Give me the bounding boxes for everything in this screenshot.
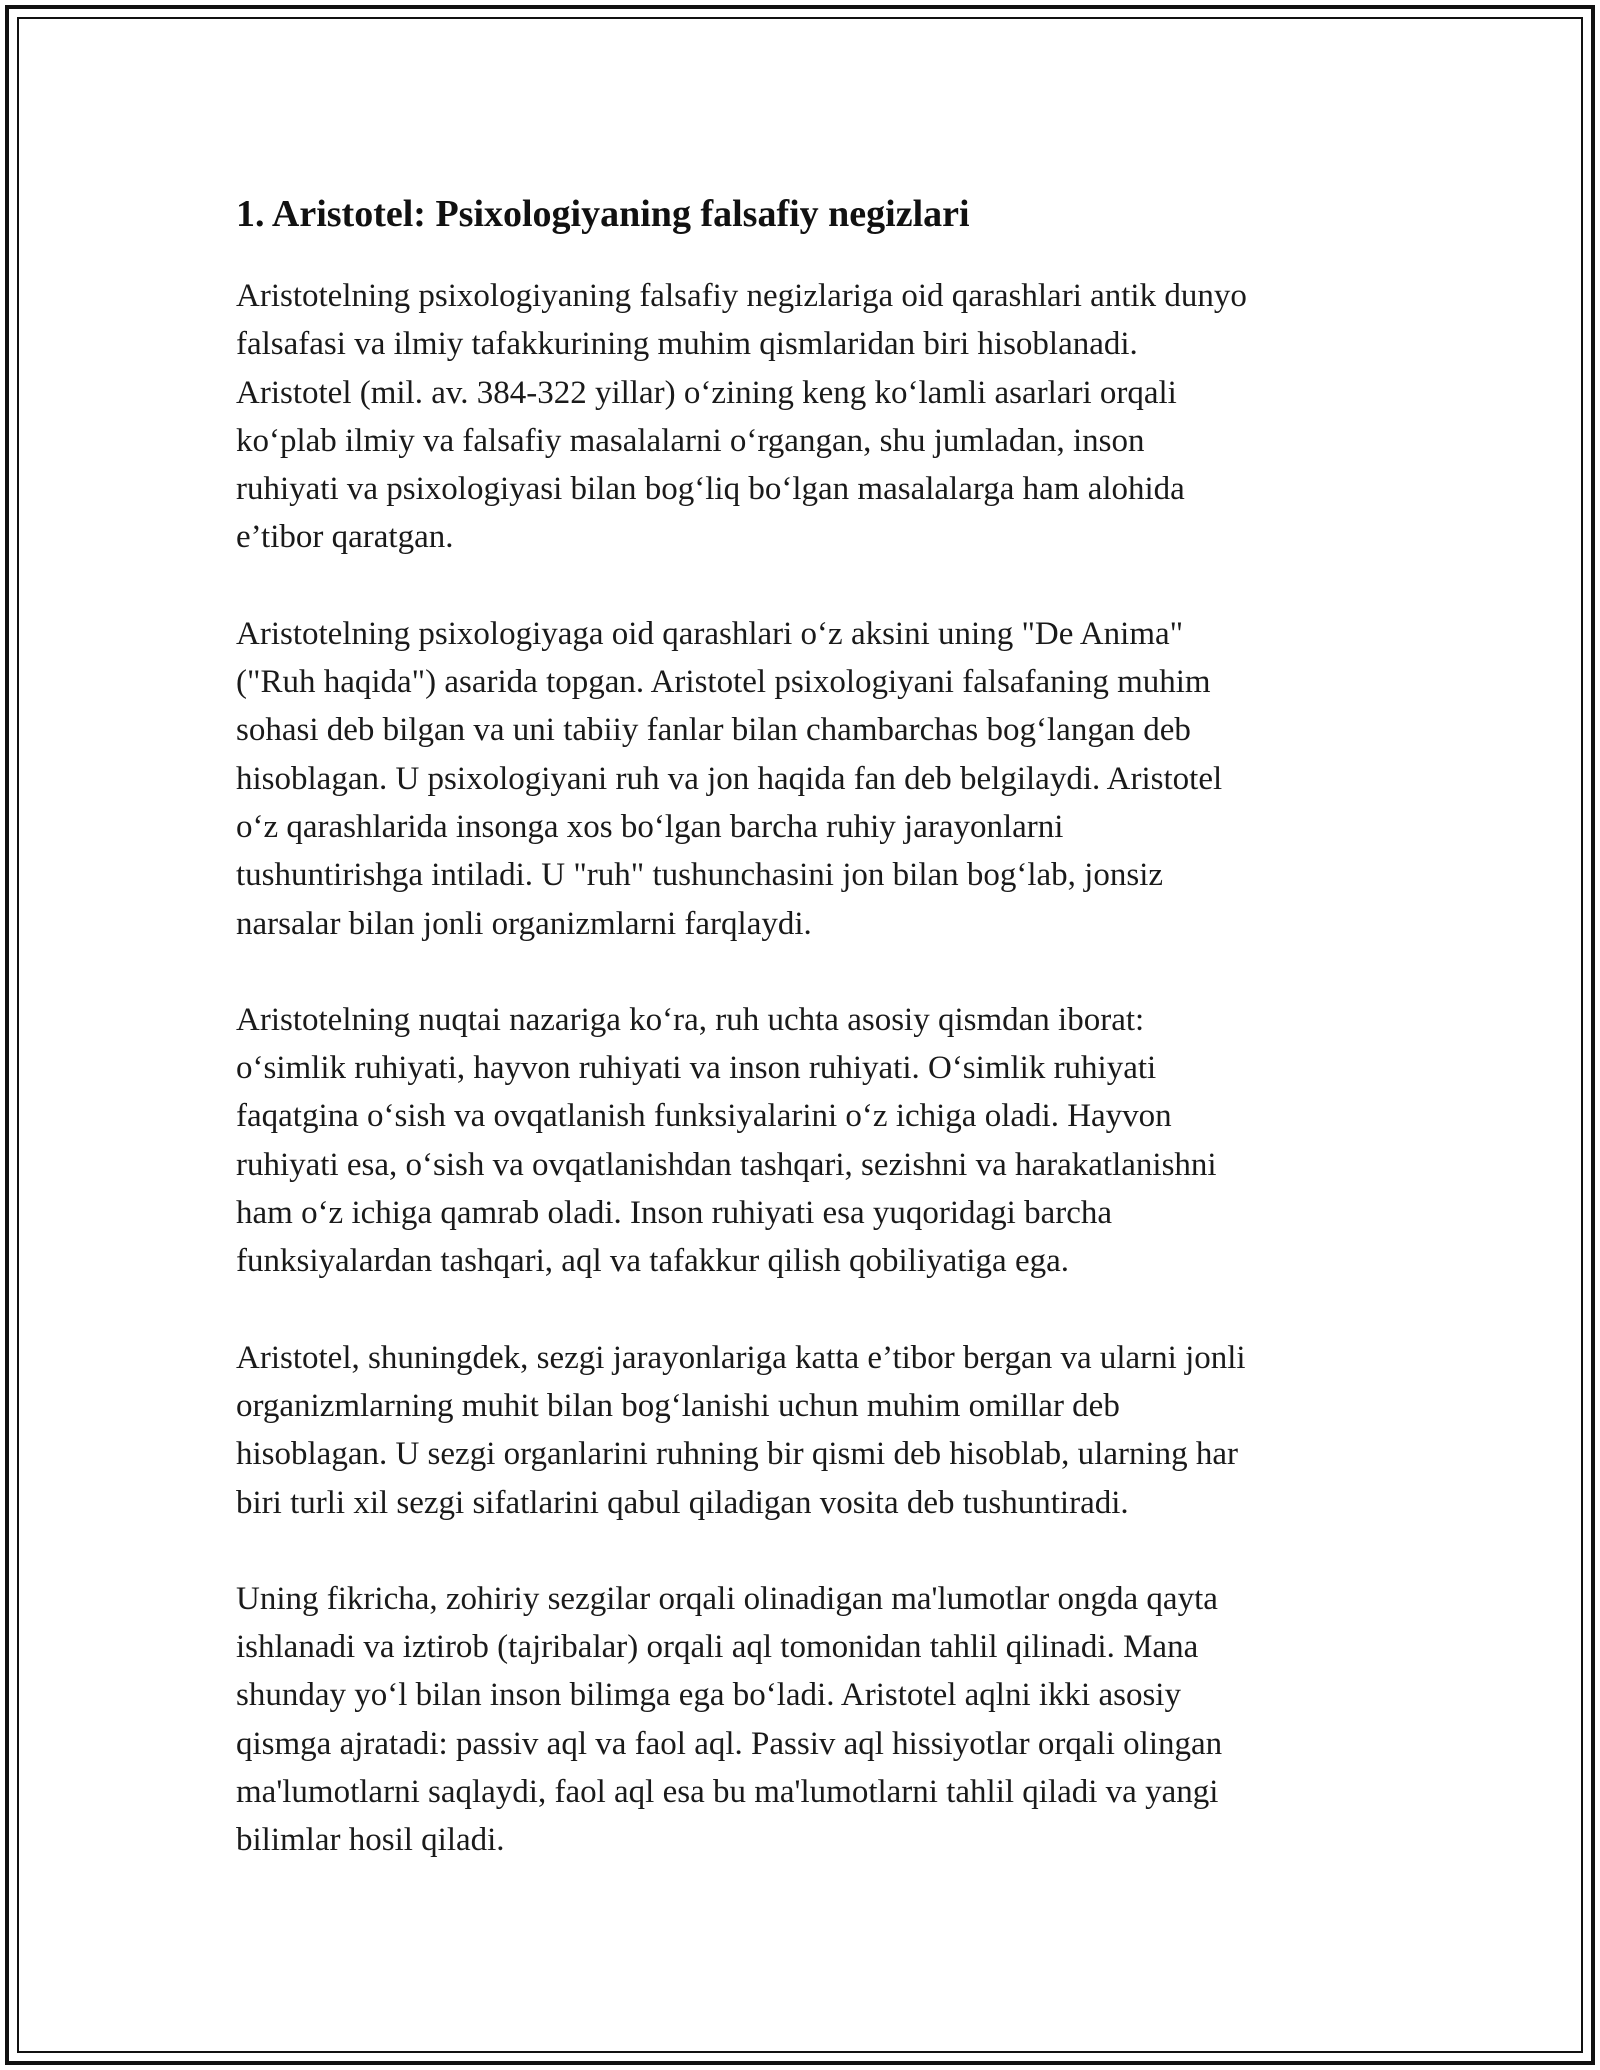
paragraph-3: Aristotelning nuqtai nazariga ko‘ra, ruh uchta asosiy qismdan iborat: o‘simlik ruhiyati, hayvon ruhiyati va inson ruhiyati. O‘simlik ruhiyati faqatgina o‘sish va ovqatlanish funksiyalarini o‘z ichiga oladi. Hayvon ruhiyati esa, o‘sish va ovqatlanishdan tashqari, sezishni va harakatlanishni ham o‘z ichiga qamrab oladi. Inson ruhiyati esa yuqoridagi barcha funksiyalardan tashqari, aql va tafakkur qilish qobiliyatiga ega.: [236, 1001, 1217, 1280]
section-heading: 1. Aristotel: Psixologiyaning falsafiy negizlari: [236, 193, 970, 235]
paragraph-4: Aristotel, shuningdek, sezgi jarayonlariga katta e’tibor bergan va ularni jonli organizmlarning muhit bilan bog‘lanishi uchun muhim omillar deb hisoblagan. U sezgi organlarini ruhning bir qismi deb hisoblab, ularning har biri turli xil sezgi sifatlarini qabul qiladigan vosita deb tushuntiradi.: [236, 1339, 1246, 1521]
paragraph-5: Uning fikricha, zohiriy sezgilar orqali olinadigan ma'lumotlar ongda qayta ishlanadi va iztirob (tajribalar) orqali aql tomonidan tahlil qilinadi. Mana shunday yo‘l bilan inson bilimga ega bo‘ladi. Aristotel aqlni ikki asosiy qismga ajratadi: passiv aql va faol aql. Passiv aql hissiyotlar orqali olingan ma'lumotlarni saqlaydi, faol aql esa bu ma'lumotlarni tahlil qiladi va yangi bilimlar hosil qiladi.: [236, 1580, 1223, 1859]
paragraph-1: Aristotelning psixologiyaning falsafiy negizlariga oid qarashlari antik dunyo falsafasi va ilmiy tafakkurining muhim qismlaridan biri hisoblanadi. Aristotel (mil. av. 384-322 yillar) o‘zining keng ko‘lamli asarlari orqali ko‘plab ilmiy va falsafiy masalalarni o‘rgangan, shu jumladan, inson ruhiyati va psixologiyasi bilan bog‘liq bo‘lgan masalalarga ham alohida e’tibor qaratgan.: [236, 278, 1247, 556]
document-body: [236, 190, 1366, 1913]
paragraph-2: Aristotelning psixologiyaga oid qarashlari o‘z aksini uning "De Anima" ("Ruh haqida") asarida topgan. Aristotel psixologiyani falsafaning muhim sohasi deb bilgan va uni tabiiy fanlar bilan chambarchas bog‘langan deb hisoblagan. U psixologiyani ruh va jon haqida fan deb belgilaydi. Aristotel o‘z qarashlarida insonga xos bo‘lgan barcha ruhiy jarayonlarni tushuntirishga intiladi. U "ruh" tushunchasini jon bilan bog‘lab, jonsiz narsalar bilan jonli organizmlarni farqlaydi.: [236, 615, 1223, 942]
